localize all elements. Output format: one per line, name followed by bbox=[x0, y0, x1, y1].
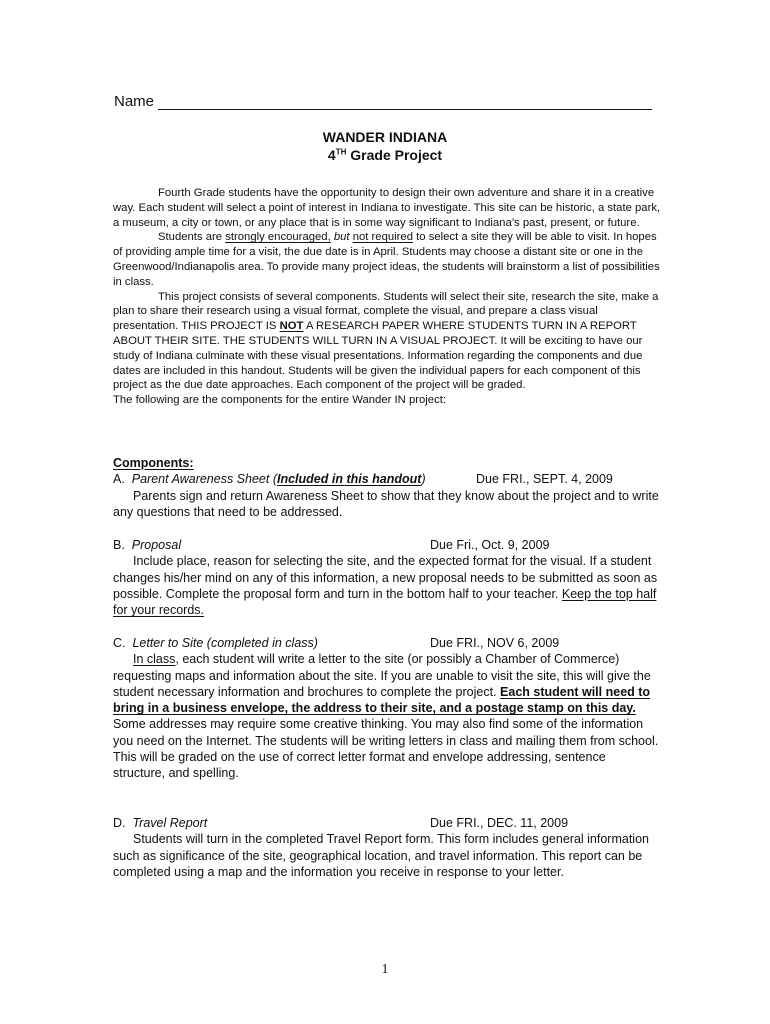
component-d-letter: D. bbox=[113, 816, 126, 830]
component-a-title bbox=[132, 472, 426, 486]
component-c-body-text-b: Some addresses may require some creative thinking. You may also find some of the information you need on the Internet. The students will be writing letters in class and mailing them from school. This will be graded on the use of correct letter format and envelope addressing, sentence structure, and spelling. bbox=[113, 717, 659, 781]
document-subtitle bbox=[0, 147, 770, 163]
component-d-title: Travel Report bbox=[132, 816, 208, 830]
component-b-body-text: Include place, reason for selecting the site, and the expected format for the visual. If a student changes his/her mind on any of this information, a new proposal needs to be submitted as soon as possible. Complete the proposal form and turn in the bottom half to your teacher. bbox=[113, 554, 658, 601]
component-b-title: Proposal bbox=[131, 538, 182, 552]
name-blank bbox=[158, 95, 652, 110]
component-a-header bbox=[113, 471, 661, 487]
component-a-title-post: ) bbox=[421, 472, 426, 487]
page-number: 1 bbox=[381, 962, 389, 977]
p2-text-c: to select a site they will be able to visit. In hopes of providing ample time for a visit, the due date is in April. Students may choose a distant site or one in the Greenwood/Indianapolis area. To provide many project ideas, the students will brainstorm a list of possibilities in class. bbox=[113, 231, 660, 288]
component-a-section bbox=[113, 455, 661, 520]
intro-paragraph-4: The following are the components for the entire Wander IN project: bbox=[113, 394, 447, 407]
subtitle-text: Grade Project bbox=[346, 147, 443, 163]
component-c-body-bold: Each student will need to bring in a business envelope, the address to their site, and a postage stamp on this day. bbox=[113, 684, 651, 716]
p2-italic-but: but bbox=[330, 231, 350, 244]
component-c-body bbox=[113, 651, 661, 781]
component-b-header bbox=[113, 537, 661, 553]
component-c-header bbox=[113, 635, 661, 651]
component-b-section bbox=[113, 537, 661, 618]
component-b-body-underline: Keep the top half for your records. bbox=[113, 586, 657, 618]
component-d-section bbox=[113, 815, 661, 880]
component-c-body-underline: In class bbox=[133, 652, 176, 667]
intro-section bbox=[113, 186, 661, 408]
component-d-body: Students will turn in the completed Travel Report form. This form includes general information such as significance of the site, geographical location, and travel information. This report can be completed using a map and the information you receive in response to your letter. bbox=[113, 832, 649, 879]
component-a-body: Parents sign and return Awareness Sheet to show that they know about the project and to write any questions that need to be addressed. bbox=[113, 488, 659, 519]
component-b-body bbox=[113, 553, 661, 618]
intro-paragraph-2 bbox=[113, 230, 661, 289]
name-line bbox=[114, 93, 652, 110]
component-b-due: Due Fri., Oct. 9, 2009 bbox=[430, 538, 550, 552]
component-a-due: Due FRI., SEPT. 4, 2009 bbox=[476, 472, 613, 487]
component-c-due: Due FRI., NOV 6, 2009 bbox=[430, 636, 560, 650]
component-d-header bbox=[113, 815, 661, 831]
name-label: Name bbox=[114, 93, 155, 110]
component-c-section bbox=[113, 635, 661, 782]
component-a-title-pre: Parent Awareness Sheet ( bbox=[131, 472, 277, 487]
p3-text-a: This project consists of several components. Students will select their site, research the site, make a plan to share their research using a visual format, complete the visual, and prepare a class visual presentation. THIS PROJECT IS bbox=[113, 290, 659, 333]
component-a-letter: A. bbox=[113, 472, 125, 487]
intro-paragraph-1: Fourth Grade students have the opportunity to design their own adventure and share it in a creative way. Each student will select a point of interest in Indiana to investigate. This site can be historic, a state park, a museum, a city or town, or any place that is in some way significant to Indiana’s past, present, or future. bbox=[113, 187, 661, 229]
component-b-letter: B. bbox=[113, 538, 125, 552]
component-d-due: Due FRI., DEC. 11, 2009 bbox=[430, 816, 569, 830]
p3-text-b: A RESEARCH PAPER WHERE STUDENTS TURN IN A REPORT ABOUT THEIR SITE. THE STUDENTS WILL TURN IN A VISUAL PROJECT. It will be exciting to have our study of Indiana culminate with these visual presentations. Information regarding the components and due dates are included in this handout. Students will be given the individual papers for each component of this project as the due date approaches. Each component of the project will be graded. bbox=[113, 320, 643, 392]
component-c-title: Letter to Site (completed in class) bbox=[132, 636, 318, 650]
p2-underline-strongly: strongly encouraged, bbox=[225, 231, 331, 244]
components-heading: Components: bbox=[113, 456, 194, 470]
subtitle-number: 4 bbox=[327, 147, 336, 163]
intro-paragraph-3 bbox=[113, 290, 661, 394]
p3-emphasis-not: NOT bbox=[279, 320, 304, 333]
component-c-body-text-a: , each student will write a letter to the site (or possibly a Chamber of Commerce) requesting maps and information about the site. If you are unable to visit the site, this will give the student necessary information and brochures to complete the project. bbox=[113, 652, 651, 699]
component-c-letter: C. bbox=[113, 636, 126, 650]
component-a-title-bold: Included in this handout bbox=[277, 472, 422, 487]
p2-underline-not-required: not required bbox=[352, 231, 413, 244]
p2-text-a: Students are bbox=[158, 231, 226, 244]
subtitle-superscript: TH bbox=[335, 147, 347, 157]
document-title: WANDER INDIANA bbox=[322, 129, 448, 145]
